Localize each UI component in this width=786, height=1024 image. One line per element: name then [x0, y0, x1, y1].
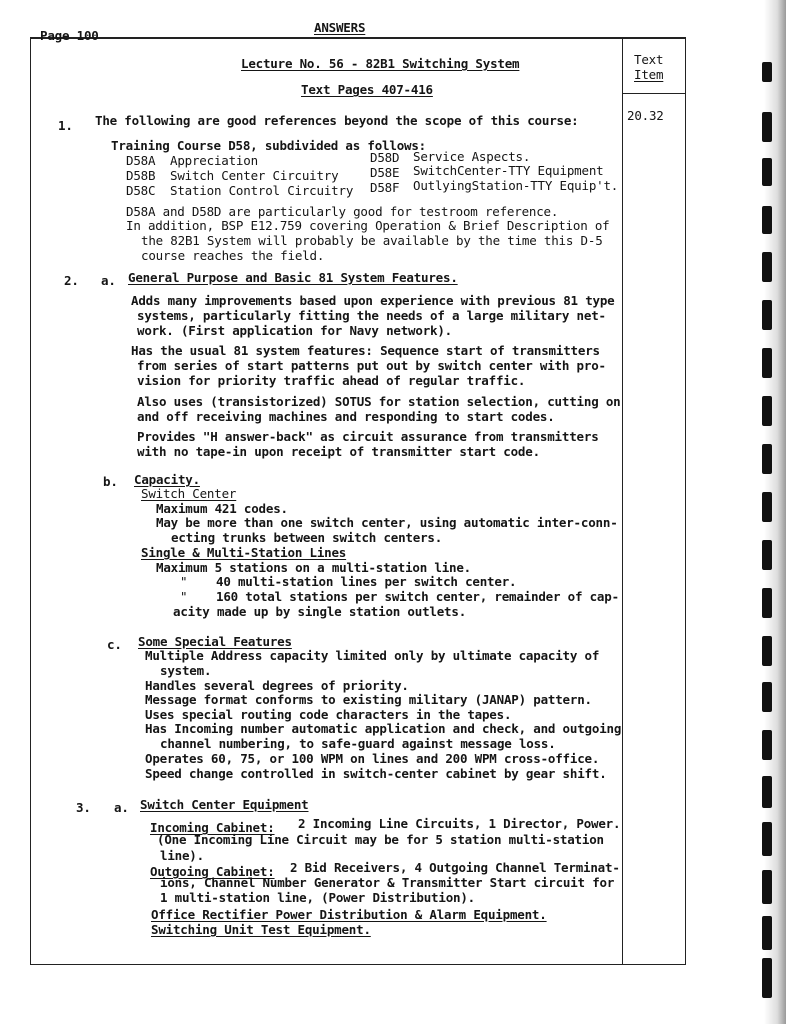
section-number: 2. [64, 273, 79, 288]
body-line: 40 multi-station lines per switch center. [216, 574, 517, 589]
subsection-heading: Capacity. [134, 472, 200, 487]
subsection-letter: c. [107, 637, 122, 652]
body-line: Has Incoming number automatic application and check, and outgoing [145, 721, 622, 736]
section-number: 3. [76, 800, 91, 815]
binder-mark [762, 158, 772, 186]
body-line: with no tape-in upon receipt of transmitter start code. [137, 444, 540, 459]
body-line: Operates 60, 75, or 100 WPM on lines and 200 WPM cross-office. [145, 751, 600, 766]
text-pages: Text Pages 407-416 [301, 82, 433, 97]
note-line: In addition, BSP E12.759 covering Operation & Brief Description of [126, 218, 610, 233]
binder-mark [762, 492, 772, 522]
course-name: OutlyingStation-TTY Equip't. [413, 178, 619, 193]
body-line: channel numbering, to safe-guard against message loss. [160, 736, 556, 751]
subsection-letter: a. [114, 800, 129, 815]
note-line: D58A and D58D are particularly good for testroom reference. [126, 204, 559, 219]
body-line: and off receiving machines and responding to start codes. [137, 409, 555, 424]
page-number: Page 100 [40, 28, 99, 43]
body-line: Adds many improvements based upon experience with previous 81 type [131, 293, 615, 308]
document-title: ANSWERS [314, 20, 366, 35]
item-label: Outgoing Cabinet: [150, 864, 275, 879]
binder-mark [762, 588, 772, 618]
binder-mark [762, 206, 772, 234]
body-line: (One Incoming Line Circuit may be for 5 station multi-station [157, 832, 604, 847]
body-line: systems, particularly fitting the needs of a large military net- [137, 308, 606, 323]
body-line: 2 Bid Receivers, 4 Outgoing Channel Terminat- [290, 860, 620, 875]
binder-mark [762, 958, 772, 998]
item-heading: Single & Multi-Station Lines [141, 545, 347, 560]
binder-mark [762, 776, 772, 808]
binder-mark [762, 730, 772, 760]
binder-mark [762, 348, 772, 378]
binder-mark [762, 112, 772, 142]
item-label: Switching Unit Test Equipment. [151, 922, 371, 937]
binder-mark [762, 300, 772, 330]
body-line: Also uses (transistorized) SOTUS for station selection, cutting on [137, 394, 621, 409]
course-code: D58B [126, 168, 156, 183]
binder-mark [762, 822, 772, 856]
item-label: Incoming Cabinet: [150, 820, 275, 835]
body-line: Has the usual 81 system features: Sequence start of transmitters [131, 343, 600, 358]
course-name: Switch Center Circuitry [170, 168, 339, 183]
ditto-mark: " [180, 574, 188, 589]
body-line: Handles several degrees of priority. [145, 678, 409, 693]
body-line: Message format conforms to existing military (JANAP) pattern. [145, 692, 592, 707]
binder-mark [762, 252, 772, 282]
binder-mark [762, 444, 772, 474]
lecture-title: Lecture No. 56 - 82B1 Switching System [241, 56, 520, 71]
section-intro: The following are good references beyond the scope of this course: [95, 113, 579, 128]
subsection-letter: b. [103, 474, 118, 489]
note-line: the 82B1 System will probably be available by the time this D-5 [141, 233, 603, 248]
body-line: Speed change controlled in switch-center cabinet by gear shift. [145, 766, 607, 781]
body-line: 160 total stations per switch center, remainder of cap- [216, 589, 619, 604]
body-line: Multiple Address capacity limited only by ultimate capacity of [145, 648, 600, 663]
course-name: Station Control Circuitry [170, 183, 354, 198]
binder-mark [762, 636, 772, 666]
body-line: ions, Channel Number Generator & Transmitter Start circuit for [160, 875, 615, 890]
course-code: D58F [370, 180, 400, 195]
binder-mark [762, 540, 772, 570]
subsection-heading: Some Special Features [138, 634, 292, 649]
body-line: system. [160, 663, 212, 678]
body-line: 2 Incoming Line Circuits, 1 Director, Power. [298, 816, 621, 831]
text-item-heading: Text [634, 52, 664, 67]
subsection-heading: Switch Center Equipment [140, 797, 309, 812]
subsection-heading: General Purpose and Basic 81 System Features. [128, 270, 458, 285]
body-line: acity made up by single station outlets. [173, 604, 467, 619]
body-line: from series of start patterns put out by switch center with pro- [137, 358, 606, 373]
binder-mark [762, 870, 772, 904]
body-line: line). [160, 848, 204, 863]
body-line: Maximum 5 stations on a multi-station line. [156, 560, 472, 575]
note-line: course reaches the field. [141, 248, 325, 263]
body-line: 1 multi-station line, (Power Distribution). [160, 890, 476, 905]
body-line: May be more than one switch center, using automatic inter-conn- [156, 515, 618, 530]
binder-mark [762, 396, 772, 426]
body-line: Uses special routing code characters in the tapes. [145, 707, 512, 722]
subsection-letter: a. [101, 273, 116, 288]
course-name: Service Aspects. [413, 149, 531, 164]
course-code: D58A [126, 153, 156, 168]
body-line: vision for priority traffic ahead of regular traffic. [137, 373, 526, 388]
course-name: Appreciation [170, 153, 258, 168]
section-number: 1. [58, 118, 73, 133]
course-code: D58E [370, 165, 400, 180]
binder-mark [762, 682, 772, 712]
header-divider [622, 93, 686, 94]
training-course: Training Course D58, subdivided as follows: [111, 138, 427, 153]
course-name: SwitchCenter-TTY Equipment [413, 163, 604, 178]
item-label: Office Rectifier Power Distribution & Alarm Equipment. [151, 907, 547, 922]
column-divider [622, 37, 623, 965]
text-item-ref: 20.32 [627, 108, 664, 123]
binder-mark [762, 62, 772, 82]
text-item-heading: Item [634, 67, 664, 82]
course-code: D58C [126, 183, 156, 198]
body-line: ecting trunks between switch centers. [171, 530, 443, 545]
ditto-mark: " [180, 589, 188, 604]
course-code: D58D [370, 150, 400, 165]
body-line: Provides "H answer-back" as circuit assurance from transmitters [137, 429, 599, 444]
item-heading: Switch Center [141, 486, 237, 501]
binder-mark [762, 916, 772, 950]
body-line: work. (First application for Navy network). [137, 323, 453, 338]
body-line: Maximum 421 codes. [156, 501, 288, 516]
